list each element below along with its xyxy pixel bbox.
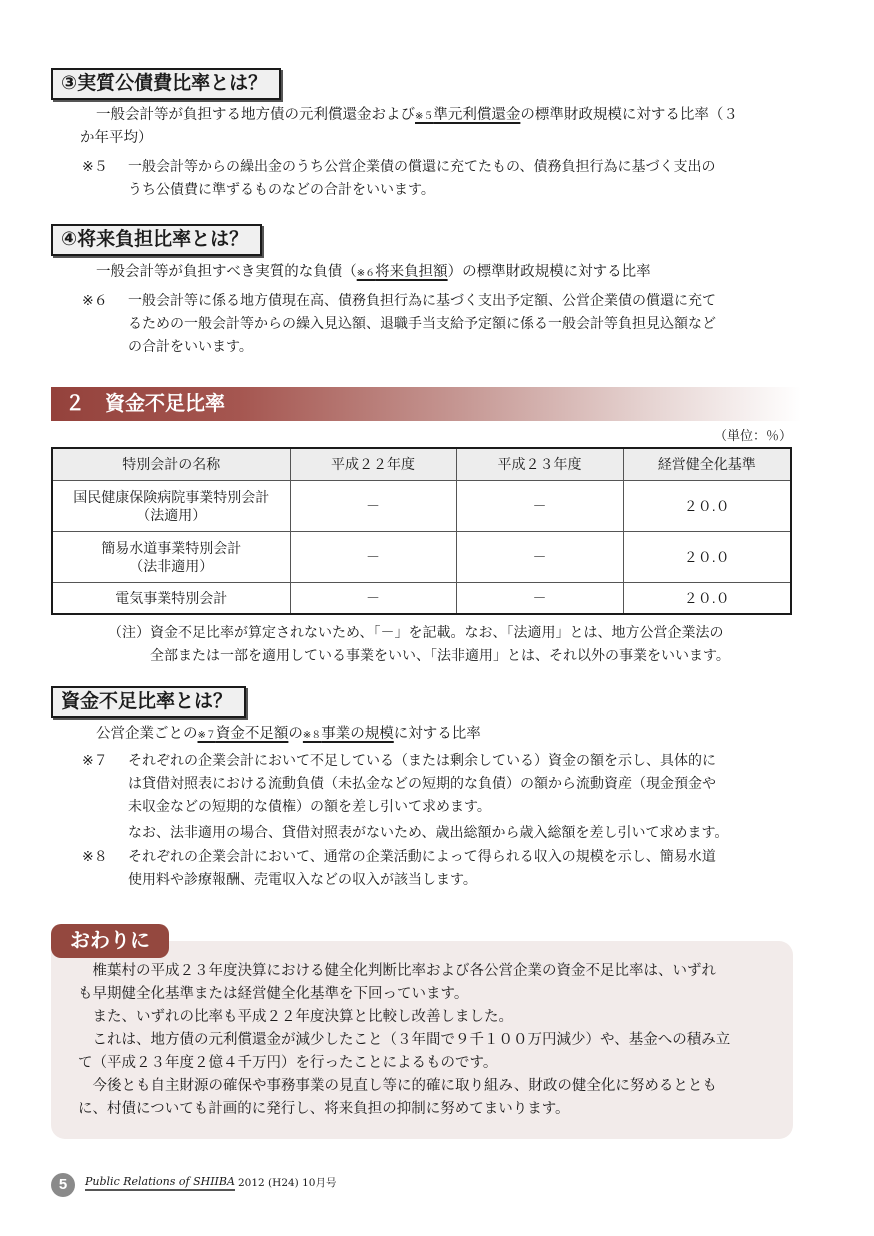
page-number: 5: [51, 1173, 75, 1197]
closing-line: 椎葉村の平成２３年度決算における健全化判断比率および各公営企業の資金不足比率は、いずれ: [78, 963, 716, 979]
cell-standard: ２０.０: [623, 582, 791, 614]
section-heading-real-debt-ratio: ③実質公債費比率とは？: [51, 68, 281, 100]
section-heading-fund-shortage-ratio: 資金不足比率とは？: [51, 686, 246, 718]
footnote-mark: ※６: [82, 293, 108, 309]
footnote-mark: ※５: [82, 159, 108, 175]
term-text: 資金不足額: [215, 726, 289, 742]
footnote-5: [82, 156, 802, 202]
term-text: 事業の規模: [321, 726, 394, 742]
footnote-text: それぞれの企業会計において、通常の企業活動によって得られる収入の規模を示し、簡易水道: [128, 849, 716, 865]
footnote-text: の合計をいいます。: [128, 339, 253, 355]
column-header-h22: 平成２２年度: [290, 448, 456, 480]
footnote-text: 一般会計等からの繰出金のうち公営企業債の償還に充てたもの、債務負担行為に基づく支出の: [128, 159, 716, 175]
closing-line: て（平成２３年度２億４千万円）を行ったことによるものです。: [78, 1055, 498, 1071]
definition-text: 一般会計等が負担する地方債の元利償還金および: [96, 107, 415, 123]
cell-standard: ２０.０: [623, 480, 791, 531]
definition-text: の標準財政規模に対する比率（３: [520, 107, 738, 123]
cell-h22: －: [290, 480, 456, 531]
definition-text: 公営企業ごとの: [96, 726, 198, 742]
note-text: 資金不足比率が算定されないため、「－」を記載。なお、「法適用」とは、地方公営企業法の: [150, 624, 724, 640]
section-title: ２ 資金不足比率: [65, 393, 225, 415]
term-future-burden-amount: [357, 264, 448, 280]
column-header-h23: 平成２３年度: [456, 448, 623, 480]
closing-title: おわりに: [51, 924, 169, 958]
definition-text: 一般会計等が負担すべき実質的な負債（: [96, 264, 357, 280]
section-title-bar: [51, 387, 801, 421]
definition-fund-shortage-ratio: [96, 723, 481, 747]
table-row: [52, 480, 791, 531]
footnote-mark: ※８: [82, 849, 108, 865]
footnote-mark: ※７: [197, 730, 216, 741]
cell-h22: －: [290, 582, 456, 614]
table-header-row: [52, 448, 791, 480]
term-text: 将来負担額: [375, 264, 448, 280]
closing-line: に、村債についても計画的に発行し、将来負担の抑制に努めてまいります。: [78, 1101, 570, 1117]
definition-text: ）の標準財政規模に対する比率: [447, 264, 651, 280]
footnote-mark: ※８: [302, 730, 322, 741]
account-name: 簡易水道事業特別会計: [101, 539, 242, 556]
cell-h23: －: [456, 531, 623, 582]
footnote-text: それぞれの企業会計において不足している（または剰余している）資金の額を示し、具体的に: [128, 753, 716, 769]
footnote-mark: ※７: [82, 753, 108, 769]
term-quasi-principal-interest: [415, 107, 520, 123]
term-text: 準元利償還金: [433, 107, 521, 123]
footnote-mark: ※５: [415, 111, 434, 122]
footnote-text: 使用料や診療報酬、売電収入などの収入が該当します。: [128, 872, 477, 888]
cell-account-name: [52, 480, 290, 531]
cell-standard: ２０.０: [623, 531, 791, 582]
note-text: 全部または一部を適用している事業をいい、「法非適用」とは、それ以外の事業をいいます。: [150, 647, 730, 663]
definition-text: に対する比率: [393, 726, 481, 742]
footnote-text: うち公債費に準ずるものなどの合計をいいます。: [128, 182, 435, 198]
table-row: [52, 582, 791, 614]
footnote-6: [82, 290, 802, 360]
account-law-type: （法適用）: [136, 506, 207, 523]
section-heading-future-burden-ratio: ④将来負担比率とは？: [51, 224, 262, 256]
account-law-type: （法非適用）: [129, 557, 214, 574]
definition-future-burden-ratio: [96, 261, 651, 285]
footnote-text: 未収金などの短期的な債権）の額を差し引いて求めます。: [128, 799, 491, 815]
term-fund-shortage-amount: [198, 726, 289, 742]
cell-account-name: [52, 531, 290, 582]
account-name: 国民健康保険病院事業特別会計: [73, 488, 270, 505]
unit-label: （単位：％）: [713, 428, 792, 443]
column-header-account-name: 特別会計の名称: [52, 448, 290, 480]
footnote-text: なお、法非適用の場合、貸借対照表がないため、歳出総額から歳入総額を差し引いて求めます。: [128, 825, 729, 841]
footnote-text: 一般会計等に係る地方債現在高、債務負担行為に基づく支出予定額、公営企業債の償還に充て: [128, 293, 716, 309]
footnote-mark: ※６: [356, 268, 376, 279]
table-row: [52, 531, 791, 582]
publication-name: Public Relations of SHIIBA: [85, 1175, 235, 1191]
cell-h22: －: [290, 531, 456, 582]
note-label: （注）: [108, 624, 150, 640]
issue-label: 2012 (H24) 10月号: [238, 1177, 337, 1189]
definition-text: の: [288, 726, 303, 742]
term-business-scale: [303, 726, 394, 742]
definition-real-debt-ratio: [96, 104, 738, 128]
closing-text: [78, 960, 778, 1121]
closing-line: これは、地方債の元利償還金が減少したこと（３年間で９千１００万円減少）や、基金への積み立: [78, 1032, 731, 1048]
cell-h23: －: [456, 582, 623, 614]
cell-h23: －: [456, 480, 623, 531]
closing-line: 今後とも自主財源の確保や事務事業の見直し等に的確に取り組み、財政の健全化に努めるととも: [78, 1078, 717, 1094]
fund-shortage-table: [51, 447, 792, 615]
closing-line: また、いずれの比率も平成２２年度決算と比較し改善しました。: [78, 1009, 513, 1025]
definition-line-2: か年平均）: [80, 130, 153, 146]
cell-account-name: 電気事業特別会計: [52, 582, 290, 614]
footnotes-7-8: [82, 750, 802, 890]
closing-line: も早期健全化基準または経営健全化基準を下回っています。: [78, 986, 469, 1002]
footnote-text: るための一般会計等からの繰入見込額、退職手当支給予定額に係る一般会計等負担見込額など: [128, 316, 716, 332]
footnote-text: は貸借対照表における流動負債（未払金などの短期的な負債）の額から流動資産（現金預金や: [128, 776, 716, 792]
column-header-standard: 経営健全化基準: [623, 448, 791, 480]
